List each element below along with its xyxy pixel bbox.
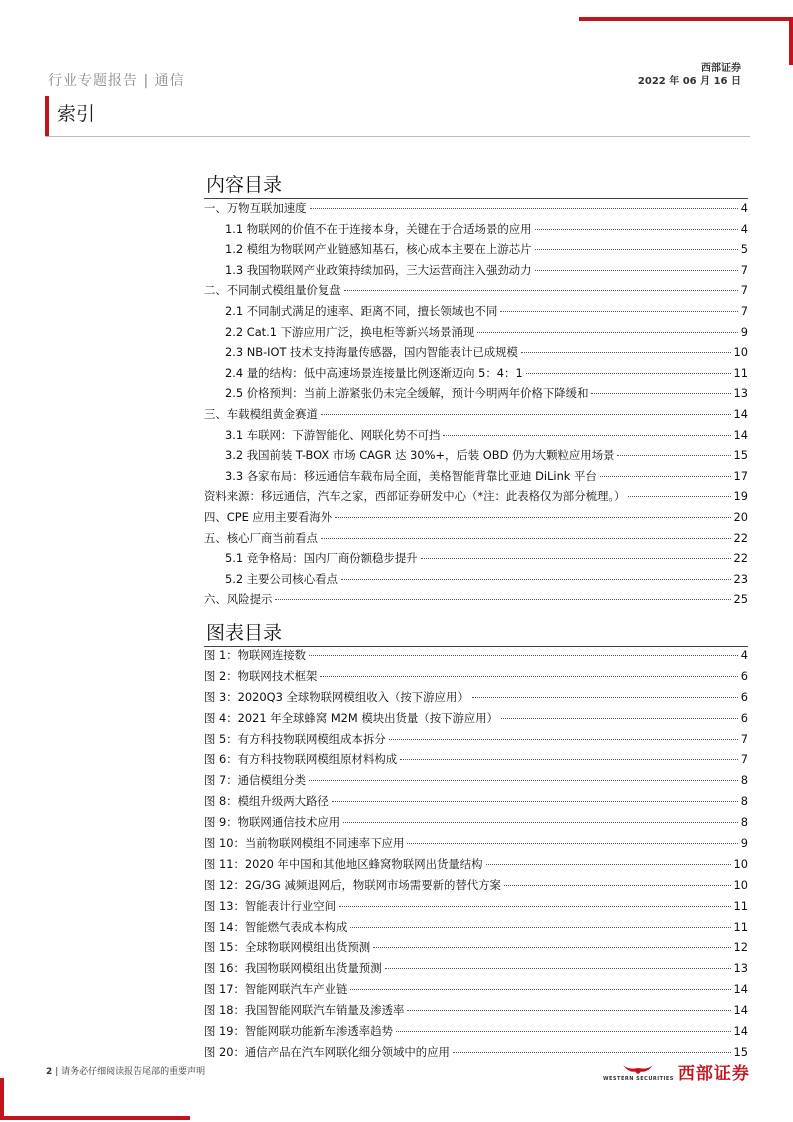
entry-label: 2.4 量的结构：低中高速场景连接量比例逐渐迈向 5：4：1 <box>225 365 523 380</box>
figure-entry[interactable] <box>204 710 748 731</box>
entry-page-number: 8 <box>740 773 748 788</box>
entry-page-number: 14 <box>733 427 748 442</box>
entry-page-number: 19 <box>733 489 748 504</box>
toc-entry[interactable] <box>204 571 748 592</box>
entry-page-number: 13 <box>733 961 748 976</box>
figure-entry[interactable] <box>204 919 748 940</box>
dot-leader <box>407 1010 730 1011</box>
entry-label: 图 13：智能表计行业空间 <box>204 898 337 913</box>
corner-accent-top-right <box>579 17 793 21</box>
corner-accent-top-right-vertical <box>789 17 793 65</box>
entry-page-number: 10 <box>733 345 748 360</box>
entry-page-number: 8 <box>740 815 748 830</box>
figures-list <box>204 647 748 1065</box>
entry-label: 1.1 物联网的价值不在于连接本身，关键在于合适场景的应用 <box>225 221 532 236</box>
report-category: 行业专题报告 | 通信 <box>48 73 185 89</box>
dot-leader <box>453 1052 731 1053</box>
dot-leader <box>309 780 738 781</box>
entry-label: 图 5：有方科技物联网模组成本拆分 <box>204 731 386 746</box>
entry-label: 图 17：智能网联汽车产业链 <box>204 982 348 997</box>
dot-leader <box>407 843 737 844</box>
toc-entry[interactable] <box>204 303 748 324</box>
toc-entry[interactable] <box>204 509 748 530</box>
entry-page-number: 11 <box>733 365 748 380</box>
entry-page-number: 4 <box>740 221 748 236</box>
toc-entry[interactable] <box>204 591 748 612</box>
toc-entry[interactable] <box>204 221 748 242</box>
dot-leader <box>275 599 730 600</box>
dot-leader <box>501 718 738 719</box>
entry-label: 图 6：有方科技物联网模组原材料构成 <box>204 752 398 767</box>
toc-entry[interactable] <box>204 324 748 345</box>
entry-page-number: 15 <box>733 1044 748 1059</box>
header-company: 西部证券 <box>701 63 741 74</box>
entry-page-number: 17 <box>733 468 748 483</box>
entry-page-number: 4 <box>740 201 748 215</box>
entry-label: 图 8：模组升级两大路径 <box>204 794 329 809</box>
logo-mark <box>603 1062 674 1082</box>
dot-leader <box>339 906 730 907</box>
toc-entry[interactable] <box>204 550 748 571</box>
toc-entry[interactable] <box>204 406 748 427</box>
logo-name: 西部证券 <box>677 1064 750 1084</box>
section-divider <box>45 136 750 137</box>
dot-leader <box>500 311 737 312</box>
entry-page-number: 13 <box>733 386 748 401</box>
footer-note <box>46 1064 205 1077</box>
dot-leader <box>535 270 738 271</box>
toc-list <box>204 200 748 612</box>
corner-accent-bottom-left <box>0 1116 190 1120</box>
dot-leader <box>385 968 731 969</box>
dot-leader <box>472 697 738 698</box>
entry-page-number: 22 <box>733 530 748 545</box>
entry-page-number: 23 <box>733 571 748 586</box>
entry-page-number: 25 <box>733 592 748 607</box>
figure-entry[interactable] <box>204 939 748 960</box>
entry-label: 图 2：物联网技术框架 <box>204 668 318 683</box>
dot-leader <box>617 455 730 456</box>
entry-page-number: 15 <box>733 448 748 463</box>
toc-entry[interactable] <box>204 385 748 406</box>
figure-entry[interactable] <box>204 668 748 689</box>
dot-leader <box>309 655 738 656</box>
toc-entry[interactable] <box>204 530 748 551</box>
entry-page-number: 11 <box>733 898 748 913</box>
entry-page-number: 7 <box>740 731 748 746</box>
toc-entry[interactable] <box>204 427 748 448</box>
dot-leader <box>591 393 730 394</box>
dot-leader <box>373 947 730 948</box>
dot-leader <box>350 927 730 928</box>
entry-page-number: 7 <box>740 303 748 318</box>
dot-leader <box>310 208 738 209</box>
entry-page-number: 7 <box>740 262 748 277</box>
entry-label: 图 14：智能燃气表成本构成 <box>204 919 348 934</box>
entry-label: 图 19：智能网联功能新车渗透率趋势 <box>204 1024 393 1039</box>
dot-leader <box>526 373 731 374</box>
entry-label: 图 15：全球物联网模组出货预测 <box>204 940 371 955</box>
dot-leader <box>521 352 731 353</box>
toc-title: 内容目录 <box>206 174 283 196</box>
toc-entry[interactable] <box>204 282 748 303</box>
company-logo <box>603 1059 750 1084</box>
entry-page-number: 10 <box>733 856 748 871</box>
figure-entry[interactable] <box>204 814 748 835</box>
dot-leader <box>628 496 730 497</box>
dot-leader <box>504 885 731 886</box>
figure-entry[interactable] <box>204 1023 748 1044</box>
entry-label: 图 18：我国智能网联汽车销量及渗透率 <box>204 1003 405 1018</box>
entry-page-number: 7 <box>740 283 748 298</box>
entry-label: 1.2 模组为物联网产业链感知基石，核心成本主要在上游芯片 <box>225 242 532 257</box>
section-title: 索引 <box>57 103 96 125</box>
entry-label: 图 1：物联网连接数 <box>204 648 306 662</box>
logo-subtitle: WESTERN SECURITIES <box>603 1075 674 1082</box>
entry-page-number: 11 <box>733 919 748 934</box>
entry-label: 图 11：2020 年中国和其他地区蜂窝物联网出货量结构 <box>204 856 483 871</box>
entry-label: 图 16：我国物联网模组出货量预测 <box>204 961 382 976</box>
entry-label: 图 12：2G/3G 减频退网后，物联网市场需要新的替代方案 <box>204 877 501 892</box>
entry-label: 图 10：当前物联网模组不同速率下应用 <box>204 836 405 851</box>
dot-leader <box>350 989 730 990</box>
figure-entry[interactable] <box>204 1002 748 1023</box>
entry-page-number: 22 <box>733 551 748 566</box>
entry-label: 1.3 我国物联网产业政策持续加码，三大运营商注入强劲动力 <box>225 262 532 277</box>
page-number: 2 <box>46 1067 53 1077</box>
entry-label: 3.1 车联网：下游智能化、网联化势不可挡 <box>225 427 441 442</box>
entry-label: 一、万物互联加速度 <box>204 201 307 215</box>
dot-leader <box>335 517 730 518</box>
entry-label: 四、CPE 应用主要看海外 <box>204 509 333 524</box>
entry-page-number: 7 <box>740 752 748 767</box>
entry-label: 2.5 价格预判：当前上游紧张仍未完全缓解，预计今明两年价格下降缓和 <box>225 386 589 401</box>
dot-leader <box>400 759 738 760</box>
entry-page-number: 5 <box>740 242 748 257</box>
entry-label: 5.1 竞争格局：国内厂商份额稳步提升 <box>225 551 418 566</box>
dot-leader <box>389 739 738 740</box>
entry-page-number: 12 <box>733 940 748 955</box>
entry-label: 3.2 我国前装 T-BOX 市场 CAGR 达 30%+，后装 OBD 仍为大颗粒应用场景 <box>225 448 615 463</box>
corner-accent-bottom-left-vertical <box>0 1078 4 1120</box>
dot-leader <box>486 864 731 865</box>
entry-page-number: 9 <box>740 324 748 339</box>
entry-label: 2.3 NB-IOT 技术支持海量传感器，国内智能表计已成规模 <box>225 345 518 360</box>
entry-label: 六、风险提示 <box>204 592 273 607</box>
toc-entry[interactable] <box>204 365 748 386</box>
entry-page-number: 8 <box>740 794 748 809</box>
entry-page-number: 14 <box>733 982 748 997</box>
toc-entry[interactable] <box>204 200 748 221</box>
entry-page-number: 4 <box>740 648 748 662</box>
entry-label: 2.2 Cat.1 下游应用广泛，换电柜等新兴场景涌现 <box>225 324 475 339</box>
entry-label: 资料来源：移远通信，汽车之家，西部证券研发中心（*注：此表格仅为部分梳理。） <box>204 489 626 504</box>
entry-label: 5.2 主要公司核心看点 <box>225 571 338 586</box>
figure-entry[interactable] <box>204 772 748 793</box>
figure-entry[interactable] <box>204 960 748 981</box>
entry-label: 3.3 各家布局：移远通信车载布局全面，美格智能背靠比亚迪 DiLink 平台 <box>225 468 597 483</box>
toc-entry[interactable] <box>204 468 748 489</box>
figure-entry[interactable] <box>204 856 748 877</box>
dot-leader <box>535 249 738 250</box>
figure-entry[interactable] <box>204 689 748 710</box>
entry-label: 二、不同制式模组量价复盘 <box>204 283 341 298</box>
report-date: 2022 年 06 月 16 日 <box>637 76 741 87</box>
entry-label: 五、核心厂商当前看点 <box>204 530 318 545</box>
dot-leader <box>321 414 731 415</box>
dot-leader <box>344 290 738 291</box>
entry-page-number: 6 <box>740 668 748 683</box>
figure-entry[interactable] <box>204 981 748 1002</box>
figures-title: 图表目录 <box>206 622 283 644</box>
dot-leader <box>421 558 731 559</box>
entry-page-number: 14 <box>733 406 748 421</box>
toc-entry[interactable] <box>204 344 748 365</box>
entry-label: 2.1 不同制式满足的速率、距离不同，擅长领域也不同 <box>225 303 498 318</box>
section-accent-bar <box>45 96 49 136</box>
figure-entry[interactable] <box>204 835 748 856</box>
dot-leader <box>321 538 731 539</box>
dot-leader <box>343 822 738 823</box>
toc-entry[interactable] <box>204 262 748 283</box>
entry-page-number: 14 <box>733 1003 748 1018</box>
entry-page-number: 20 <box>733 509 748 524</box>
figure-entry[interactable] <box>204 731 748 752</box>
entry-page-number: 6 <box>740 710 748 725</box>
figure-entry[interactable] <box>204 793 748 814</box>
figure-entry[interactable] <box>204 877 748 898</box>
dot-leader <box>320 676 737 677</box>
entry-label: 图 9：物联网通信技术应用 <box>204 815 341 830</box>
dot-leader <box>396 1031 731 1032</box>
figure-entry[interactable] <box>204 751 748 772</box>
entry-label: 图 4：2021 年全球蜂窝 M2M 模块出货量（按下游应用） <box>204 710 499 725</box>
disclaimer-note: | 请务必仔细阅读报告尾部的重要声明 <box>55 1067 206 1077</box>
figure-entry[interactable] <box>204 898 748 919</box>
entry-page-number: 6 <box>740 689 748 704</box>
entry-page-number: 9 <box>740 836 748 851</box>
toc-entry[interactable] <box>204 447 748 468</box>
entry-label: 图 3：2020Q3 全球物联网模组收入（按下游应用） <box>204 689 469 704</box>
toc-entry[interactable] <box>204 488 748 509</box>
entry-label: 三、车载模组黄金赛道 <box>204 406 318 421</box>
dot-leader <box>341 579 731 580</box>
dot-leader <box>477 332 737 333</box>
toc-title-rule <box>204 198 748 199</box>
dot-leader <box>332 801 738 802</box>
toc-entry[interactable] <box>204 241 748 262</box>
entry-label: 图 20：通信产品在汽车网联化细分领域中的应用 <box>204 1044 450 1059</box>
bull-horns-icon <box>621 1062 655 1076</box>
entry-page-number: 10 <box>733 877 748 892</box>
dot-leader <box>600 476 731 477</box>
entry-page-number: 14 <box>733 1024 748 1039</box>
dot-leader <box>535 229 738 230</box>
entry-label: 图 7：通信模组分类 <box>204 773 306 788</box>
figure-entry[interactable] <box>204 647 748 668</box>
dot-leader <box>443 435 730 436</box>
